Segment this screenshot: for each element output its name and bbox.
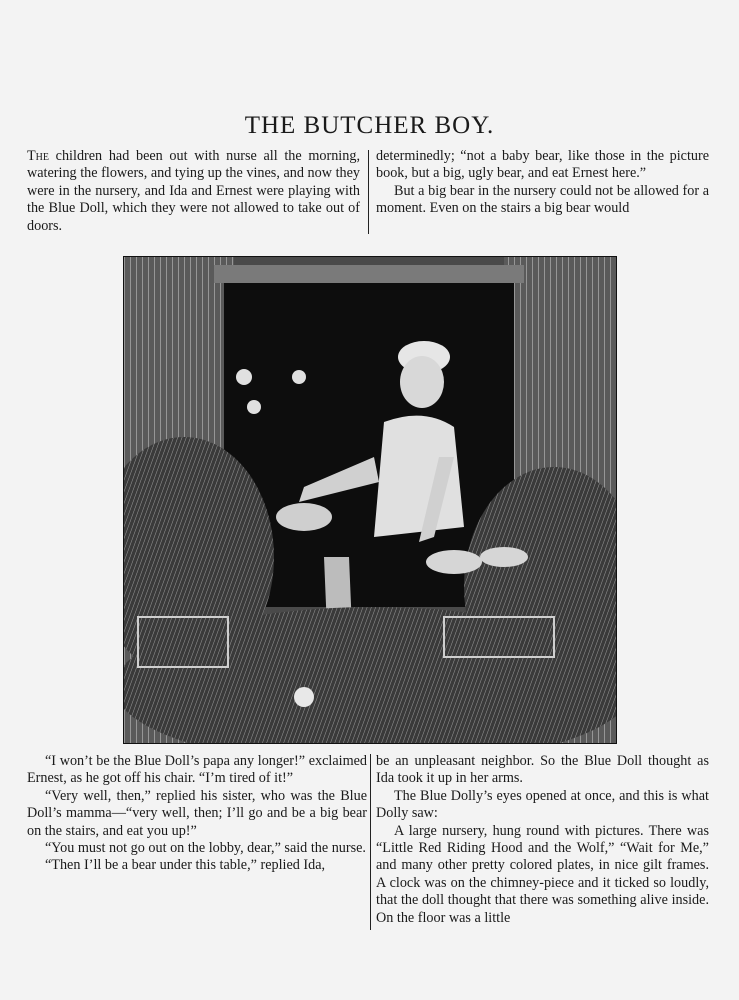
engraving-illustration (123, 256, 617, 744)
paragraph: The Blue Dolly’s eyes opened at once, and this is what Dolly saw: (376, 787, 709, 822)
page-title: THE BUTCHER BOY. (244, 112, 495, 139)
column-divider (368, 150, 369, 234)
paragraph: determinedly; “not a baby bear, like those in the picture book, but a big, ugly bear, and eat Ernest here.” (376, 148, 709, 182)
paragraph (27, 148, 360, 235)
paragraph: “Then I’ll be a bear under this table,” replied Ida, (45, 857, 326, 874)
paragraph: be an unpleasant neighbor. So the Blue Doll thought as Ida took it up in her arms. (376, 753, 709, 787)
text-column-top-right (376, 148, 709, 218)
paragraph-text: children had been out with nurse all the morning, watering the flowers, and tying up the vines, and now they were in the nursery, and Ida and Ernest were playing with the Blue Doll, which they were not allowed to take out of doors. (27, 148, 360, 234)
paragraph: A large nursery, hung round with pictures. There was “Little Red Riding Hood and the Wolf,” “Wait for Me,” and many other pretty colored plates, in nice gilt frames. A clock was on the chimney-piece and it ticked so loudly, that the doll thought that there was something alive inside. On the floor was a little (376, 822, 709, 926)
column-divider (370, 754, 371, 930)
text-column-top-left (27, 148, 360, 235)
text-column-bottom-left (27, 753, 367, 875)
paragraph: But a big bear in the nursery could not be allowed for a moment. Even on the stairs a big bear would (376, 182, 709, 217)
paragraph: “You must not go out on the lobby, dear,” said the nurse. (45, 840, 366, 857)
paragraph: “I won’t be the Blue Doll’s papa any longer!” exclaimed Ernest, as he got off his chair. “I’m tired of it!” (27, 753, 367, 787)
girl-watering-flowers-illustration (124, 257, 616, 743)
drop-word: The (27, 148, 49, 164)
paragraph: “Very well, then,” replied his sister, who was the Blue Doll’s mamma—“very well, then; I’ll go and be a big bear on the stairs, and eat you up!” (27, 787, 367, 839)
text-column-bottom-right (376, 753, 709, 927)
